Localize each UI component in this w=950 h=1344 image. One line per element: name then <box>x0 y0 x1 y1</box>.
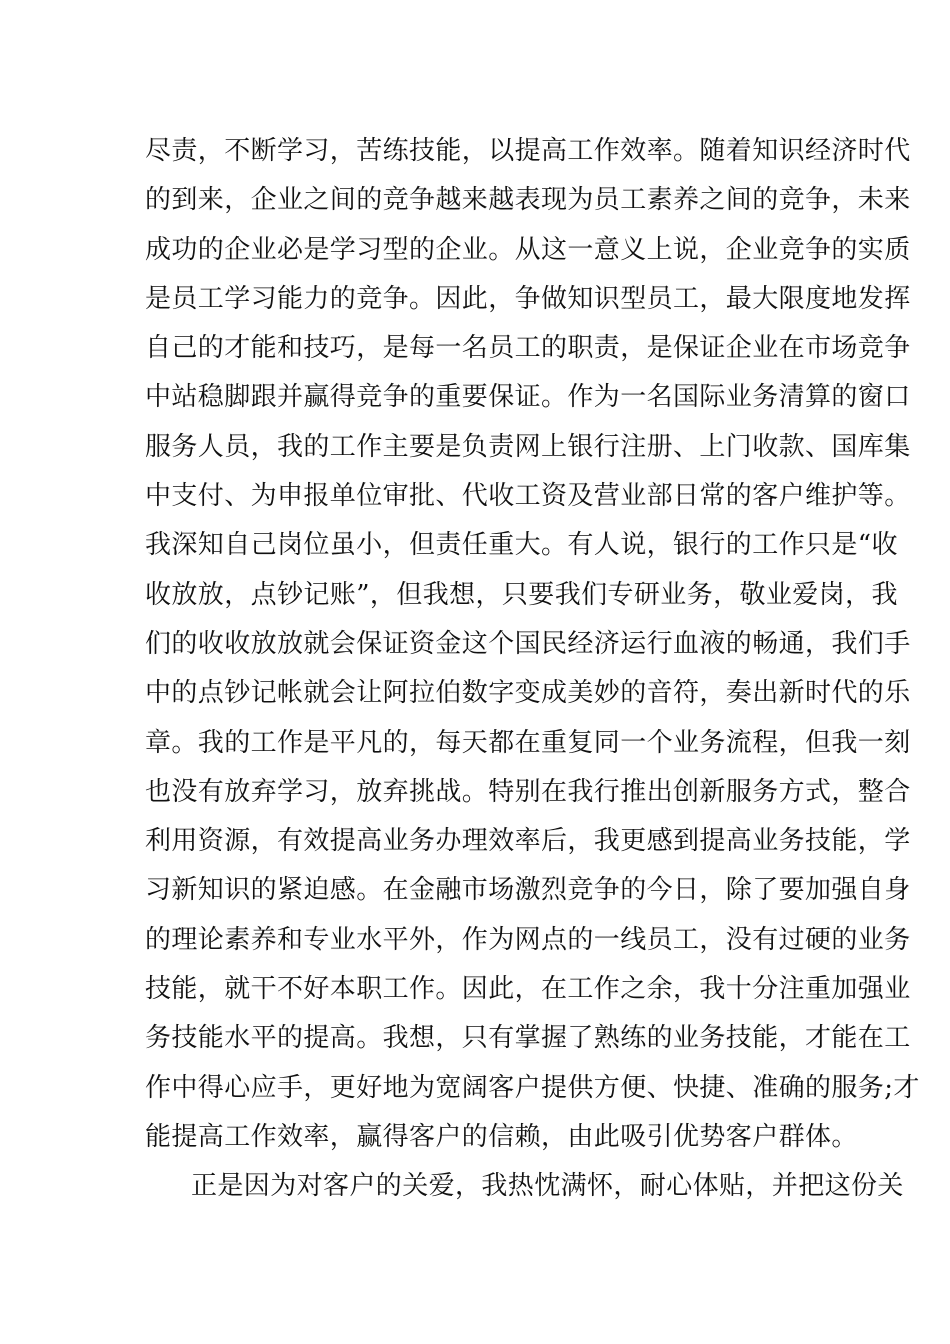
text-line: 技能，就干不好本职工作。因此，在工作之余，我十分注重加强业 <box>145 974 911 1005</box>
paragraph-2 <box>145 1162 904 1211</box>
text-line: 们的收收放放就会保证资金这个国民经济运行血液的畅通，我们手 <box>145 628 911 659</box>
text-line: 中站稳脚跟并赢得竞争的重要保证。作为一名国际业务清算的窗口 <box>145 382 911 413</box>
text-line: 务技能水平的提高。我想，只有掌握了熟练的业务技能，才能在工 <box>145 1023 911 1054</box>
text-line: 自己的才能和技巧，是每一名员工的职责，是保证企业在市场竞争 <box>145 333 911 364</box>
text-line: 章。我的工作是平凡的，每天都在重复同一个业务流程，但我一刻 <box>145 727 911 758</box>
text-line: 利用资源，有效提高业务办理效率后，我更感到提高业务技能，学 <box>145 826 911 857</box>
text-line: 作中得心应手，更好地为宽阔客户提供方便、快捷、准确的服务;才 <box>145 1072 920 1103</box>
body-text <box>145 127 920 1212</box>
text-line: 的理论素养和专业水平外，作为网点的一线员工，没有过硬的业务 <box>145 924 911 955</box>
text-line: 是员工学习能力的竞争。因此，争做知识型员工，最大限度地发挥 <box>145 283 911 314</box>
paragraph-1 <box>145 127 920 1162</box>
text-line: 尽责，不断学习，苦练技能，以提高工作效率。随着知识经济时代 <box>145 136 911 166</box>
text-line: 正是因为对客户的关爱，我热忱满怀，耐心体贴，并把这份关 <box>191 1171 904 1202</box>
text-line: 的到来，企业之间的竞争越来越表现为员工素养之间的竞争，未来 <box>145 185 911 216</box>
text-line: 也没有放弃学习，放弃挑战。特别在我行推出创新服务方式，整合 <box>145 776 911 807</box>
text-line: 成功的企业必是学习型的企业。从这一意义上说，企业竞争的实质 <box>145 234 911 265</box>
text-line: 中的点钞记帐就会让阿拉伯数字变成美妙的音符，奏出新时代的乐 <box>145 678 911 709</box>
text-line: 习新知识的紧迫感。在金融市场激烈竞争的今日，除了要加强自身 <box>145 875 911 906</box>
text-line: 中支付、为申报单位审批、代收工资及营业部日常的客户维护等。 <box>145 481 911 512</box>
text-line: 我深知自己岗位虽小，但责任重大。有人说，银行的工作只是“收 <box>145 530 898 561</box>
text-line: 收放放，点钞记账”，但我想，只要我们专研业务，敬业爱岗，我 <box>145 579 898 610</box>
text-line: 能提高工作效率，赢得客户的信赖，由此吸引优势客户群体。 <box>145 1121 858 1152</box>
text-line: 服务人员，我的工作主要是负责网上银行注册、上门收款、国库集 <box>145 431 911 462</box>
